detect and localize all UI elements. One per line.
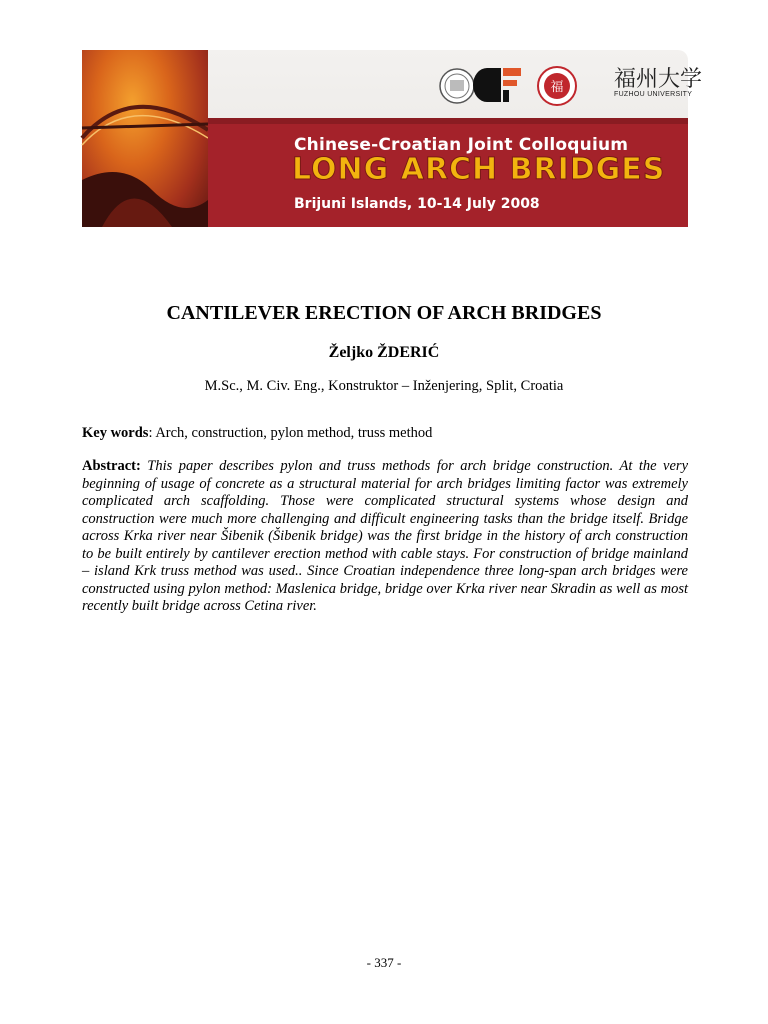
banner-title: LONG ARCH BRIDGES xyxy=(292,152,666,187)
abstract-label: Abstract: xyxy=(82,458,141,474)
svg-text:福: 福 xyxy=(550,80,564,95)
faculty-logo-icon xyxy=(473,68,521,102)
keywords-list: : Arch, construction, pylon method, truss method xyxy=(148,425,433,441)
author-name: Željko ŽDERIĆ xyxy=(328,344,440,361)
arch-bridge-photo xyxy=(82,50,208,227)
banner-red-band xyxy=(208,118,688,227)
author-affiliation: M.Sc., M. Civ. Eng., Konstruktor – Inženjering, Split, Croatia xyxy=(204,378,564,394)
keywords-label: Key words xyxy=(82,425,149,441)
colloquium-name: Chinese-Croatian Joint Colloquium xyxy=(294,135,629,155)
fuzhou-university-seal-icon xyxy=(538,67,576,105)
abstract-text: This paper describes pylon and truss methods for arch bridge construction. At the very beginning of usage of concrete as a structural material for arch bridges limiting factor was extremely complicated arch scaffolding. Those were complicated structural systems whose design and construction were much more challenging and difficult engineering tasks than the bridge itself. Bridge across Krka river near Šibenik (Šibenik bridge) was the first bridge in the history of arch construction to be built entirely by cantilever erection method with cable stays. For construction of bridge mainland – island Krk truss method was used.. Since Croatian independence three long-span arch bridges were constructed using pylon method: Maslenica bridge, bridge over Krka river near Skradin as well as most recently built bridge across Cetina river. xyxy=(82,458,688,614)
conference-banner xyxy=(82,50,703,227)
university-name-cn: 福州大学 xyxy=(614,67,703,92)
venue-date: Brijuni Islands, 10-14 July 2008 xyxy=(294,196,540,212)
croatian-institute-seal-icon xyxy=(440,69,474,103)
page-number: - 337 - xyxy=(366,955,402,970)
paper-title: CANTILEVER ERECTION OF ARCH BRIDGES xyxy=(166,302,602,324)
keywords xyxy=(82,425,688,442)
university-name-en: FUZHOU UNIVERSITY xyxy=(614,91,693,98)
abstract xyxy=(82,458,688,616)
